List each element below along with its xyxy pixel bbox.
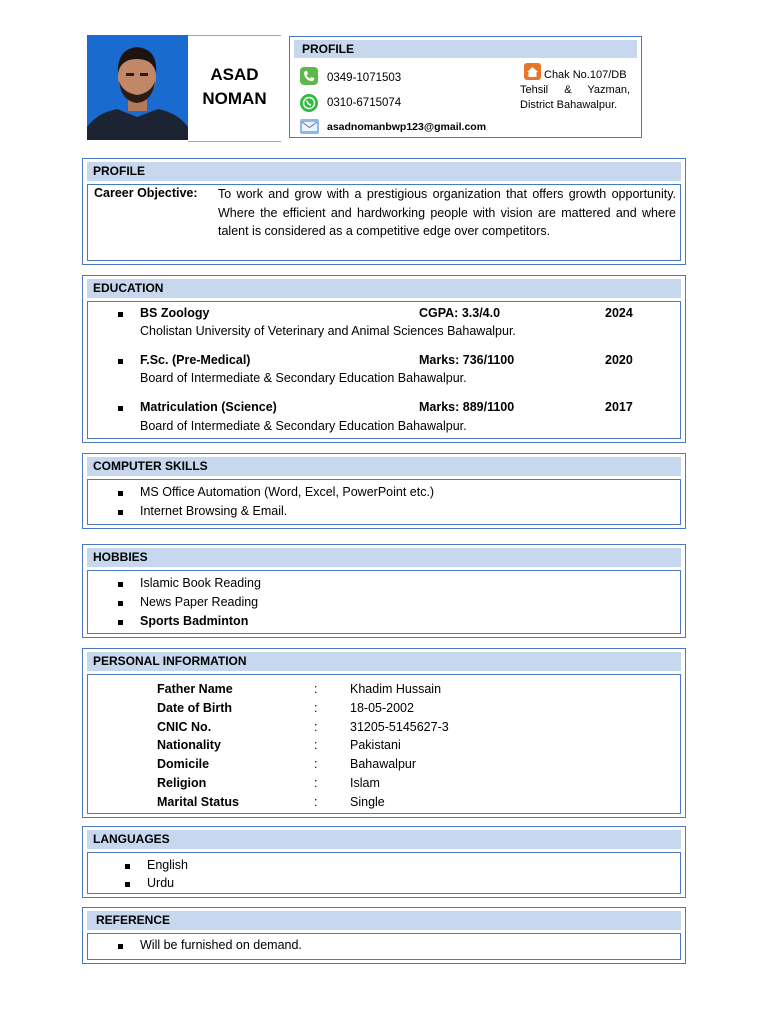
reference-body <box>87 933 681 960</box>
bullet <box>118 359 123 364</box>
nationality-value: Pakistani <box>350 738 401 752</box>
contact-card <box>289 36 642 138</box>
profile-body <box>87 184 681 261</box>
bullet <box>125 882 130 887</box>
dob-label: Date of Birth <box>157 701 232 715</box>
education-year: 2024 <box>605 306 633 320</box>
nationality-label: Nationality <box>157 738 221 752</box>
education-year: 2017 <box>605 400 633 414</box>
bullet <box>118 491 123 496</box>
education-degree: F.Sc. (Pre-Medical) <box>140 353 251 367</box>
education-institute: Board of Intermediate & Secondary Education Bahawalpur. <box>140 419 467 433</box>
section-title: LANGUAGES <box>87 830 681 849</box>
education-degree: BS Zoology <box>140 306 210 320</box>
separator: : <box>314 776 318 790</box>
whatsapp-number: 0310-6715074 <box>327 97 402 109</box>
whatsapp-icon <box>300 94 318 112</box>
address-line-1: Chak No.107/DB <box>544 69 627 81</box>
profile-section <box>82 158 686 265</box>
education-score: CGPA: 3.3/4.0 <box>419 306 501 320</box>
career-objective-text: To work and grow with a prestigious organization that offers growth opportunity. Where the efficient and hardworking people with vision are mattered and where talent is considered as a competitive edge over competitors. <box>218 187 676 239</box>
bullet <box>118 510 123 515</box>
section-title: PERSONAL INFORMATION <box>87 652 681 671</box>
separator: : <box>314 795 318 809</box>
phone-icon <box>300 67 318 85</box>
hobbies-body <box>87 570 681 634</box>
home-icon <box>524 63 541 80</box>
bullet <box>118 620 123 625</box>
bullet <box>118 406 123 411</box>
religion-label: Religion <box>157 776 207 790</box>
hobbies-section <box>82 544 686 638</box>
education-degree: Matriculation (Science) <box>140 400 277 414</box>
father-name-value: Khadim Hussain <box>350 682 442 696</box>
computer-skills-section <box>82 453 686 529</box>
separator: : <box>314 701 318 715</box>
contact-card-title: PROFILE <box>294 40 637 58</box>
marital-status-value: Single <box>350 795 385 809</box>
separator: : <box>314 738 318 752</box>
section-title: REFERENCE <box>87 911 681 930</box>
education-institute: Board of Intermediate & Secondary Education Bahawalpur. <box>140 371 467 385</box>
marital-status-label: Marital Status <box>157 795 239 809</box>
section-title: HOBBIES <box>87 548 681 567</box>
section-title: PROFILE <box>87 162 681 181</box>
career-objective-label: Career Objective: <box>94 186 198 200</box>
separator: : <box>314 682 318 696</box>
bullet <box>125 864 130 869</box>
languages-section <box>82 826 686 898</box>
education-body <box>87 301 681 439</box>
name-box <box>188 35 281 142</box>
bullet <box>118 312 123 317</box>
father-name-label: Father Name <box>157 682 233 696</box>
bullet <box>118 944 123 949</box>
education-institute: Cholistan University of Veterinary and Animal Sciences Bahawalpur. <box>140 324 516 338</box>
skills-body <box>87 479 681 525</box>
hobby-item: Islamic Book Reading <box>140 576 261 590</box>
address-line-2: Tehsil & Yazman, <box>520 84 630 96</box>
email-address[interactable]: asadnomanbwp123@gmail.com <box>327 121 487 133</box>
address-line-3: District Bahawalpur. <box>520 99 618 111</box>
cnic-label: CNIC No. <box>157 720 212 734</box>
domicile-label: Domicile <box>157 757 210 771</box>
personal-information-section <box>82 648 686 818</box>
hobby-item: Sports Badminton <box>140 614 249 628</box>
languages-body <box>87 852 681 894</box>
email-icon <box>300 119 319 134</box>
phone-number: 0349-1071503 <box>327 72 402 84</box>
bullet <box>118 582 123 587</box>
education-score: Marks: 889/1100 <box>419 400 515 414</box>
skill-item: MS Office Automation (Word, Excel, PowerPoint etc.) <box>140 485 435 499</box>
bullet <box>118 601 123 606</box>
education-year: 2020 <box>605 353 633 367</box>
skill-item: Internet Browsing & Email. <box>140 504 288 518</box>
section-title: EDUCATION <box>87 279 681 298</box>
first-name: ASAD <box>210 65 259 84</box>
separator: : <box>314 720 318 734</box>
cnic-value: 31205-5145627-3 <box>350 720 449 734</box>
language-item: English <box>147 858 188 872</box>
person-photo-illustration <box>87 35 188 140</box>
last-name: NOMAN <box>202 89 267 108</box>
profile-photo <box>87 35 188 140</box>
personal-body <box>87 674 681 814</box>
education-section <box>82 275 686 443</box>
reference-item: Will be furnished on demand. <box>140 938 302 952</box>
language-item: Urdu <box>147 876 175 890</box>
dob-value: 18-05-2002 <box>350 701 414 715</box>
section-title: COMPUTER SKILLS <box>87 457 681 476</box>
hobby-item: News Paper Reading <box>140 595 259 609</box>
reference-section <box>82 907 686 964</box>
domicile-value: Bahawalpur <box>350 757 417 771</box>
education-score: Marks: 736/1100 <box>419 353 515 367</box>
separator: : <box>314 757 318 771</box>
religion-value: Islam <box>350 776 380 790</box>
